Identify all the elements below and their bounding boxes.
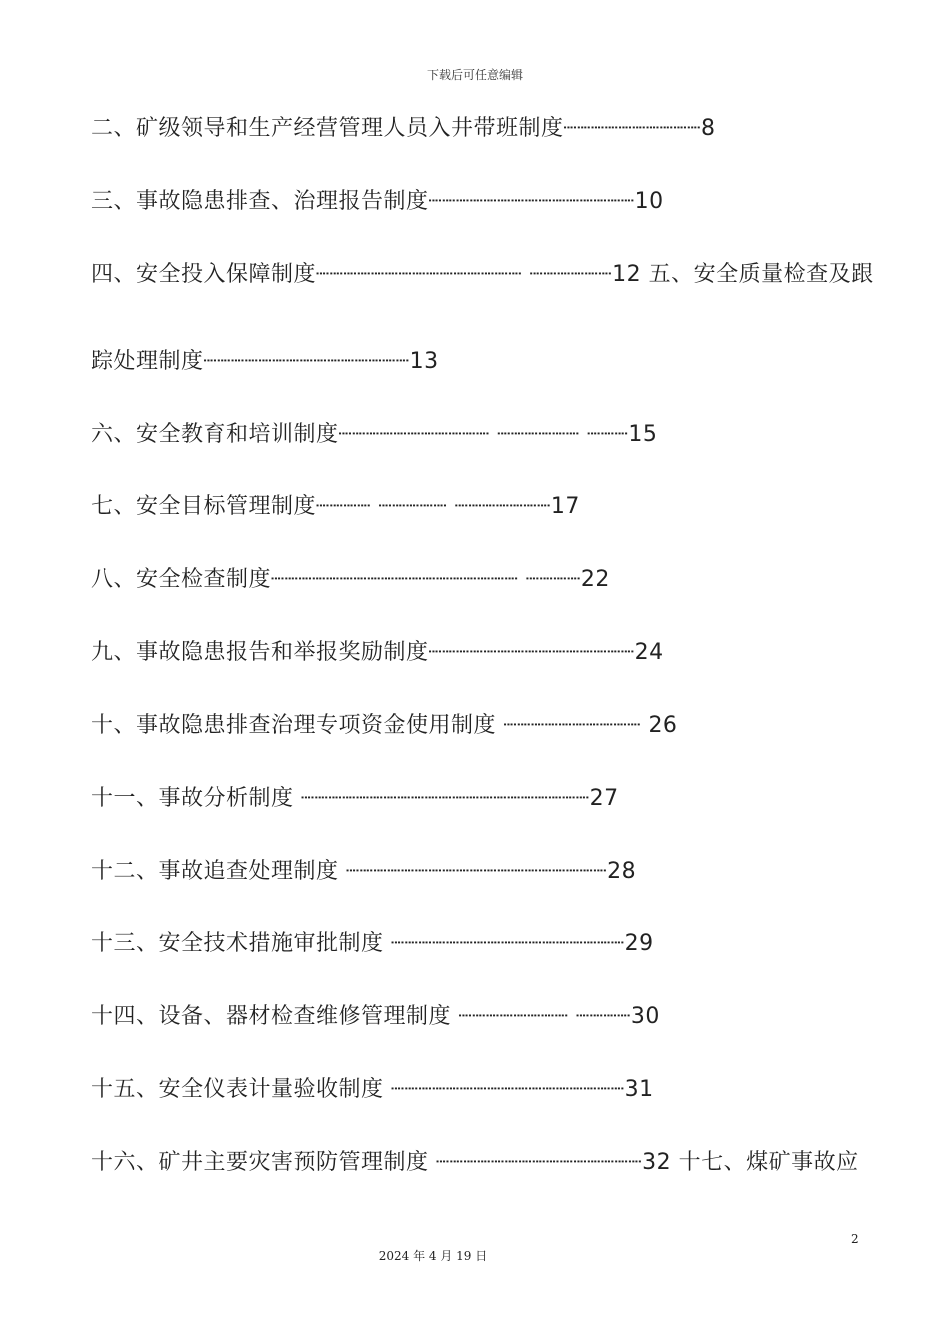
page-footer-date: 2024 年 4 月 19 日 — [378, 1249, 488, 1263]
toc-entry[interactable]: 三、事故隐患排查、治理报告制度┈┈┈┈┈┈┈┈┈┈┈┈┈┈┈10 — [91, 189, 664, 214]
toc-entry[interactable]: 七、安全目标管理制度┈┈┈┈ ┈┈┈┈┈ ┈┈┈┈┈┈┈17 — [91, 494, 580, 519]
toc-entry[interactable]: 八、安全检查制度┈┈┈┈┈┈┈┈┈┈┈┈┈┈┈┈┈┈ ┈┈┈┈22 — [91, 567, 610, 592]
toc-entry[interactable]: 二、矿级领导和生产经营管理人员入井带班制度┈┈┈┈┈┈┈┈┈┈8 — [91, 116, 716, 141]
toc-entry[interactable]: 六、安全教育和培训制度┈┈┈┈┈┈┈┈┈┈┈ ┈┈┈┈┈┈ ┈┈┈15 — [91, 422, 658, 447]
page-header: 下载后可任意编辑 — [426, 68, 523, 82]
toc-entry[interactable]: 十六、矿井主要灾害预防管理制度 ┈┈┈┈┈┈┈┈┈┈┈┈┈┈┈32 十七、煤矿事故应 — [91, 1150, 859, 1175]
toc-entry[interactable]: 十三、安全技术措施审批制度 ┈┈┈┈┈┈┈┈┈┈┈┈┈┈┈┈┈29 — [91, 931, 654, 956]
toc-entry[interactable]: 十一、事故分析制度 ┈┈┈┈┈┈┈┈┈┈┈┈┈┈┈┈┈┈┈┈┈27 — [91, 786, 619, 811]
toc-entry[interactable]: 四、安全投入保障制度┈┈┈┈┈┈┈┈┈┈┈┈┈┈┈ ┈┈┈┈┈┈12 五、安全质量检查及跟 — [91, 262, 874, 287]
toc-entry-continued[interactable]: 踪处理制度┈┈┈┈┈┈┈┈┈┈┈┈┈┈┈13 — [91, 349, 439, 374]
toc-entry[interactable]: 十四、设备、器材检查维修管理制度 ┈┈┈┈┈┈┈┈ ┈┈┈┈30 — [91, 1004, 660, 1029]
page-number: 2 — [851, 1232, 859, 1246]
toc-entry[interactable]: 十五、安全仪表计量验收制度 ┈┈┈┈┈┈┈┈┈┈┈┈┈┈┈┈┈31 — [91, 1077, 654, 1102]
toc-entry[interactable]: 十、事故隐患排查治理专项资金使用制度 ┈┈┈┈┈┈┈┈┈┈ 26 — [91, 713, 678, 738]
toc-entry[interactable]: 九、事故隐患报告和举报奖励制度┈┈┈┈┈┈┈┈┈┈┈┈┈┈┈24 — [91, 640, 664, 665]
toc-entry[interactable]: 十二、事故追查处理制度 ┈┈┈┈┈┈┈┈┈┈┈┈┈┈┈┈┈┈┈28 — [91, 859, 637, 884]
